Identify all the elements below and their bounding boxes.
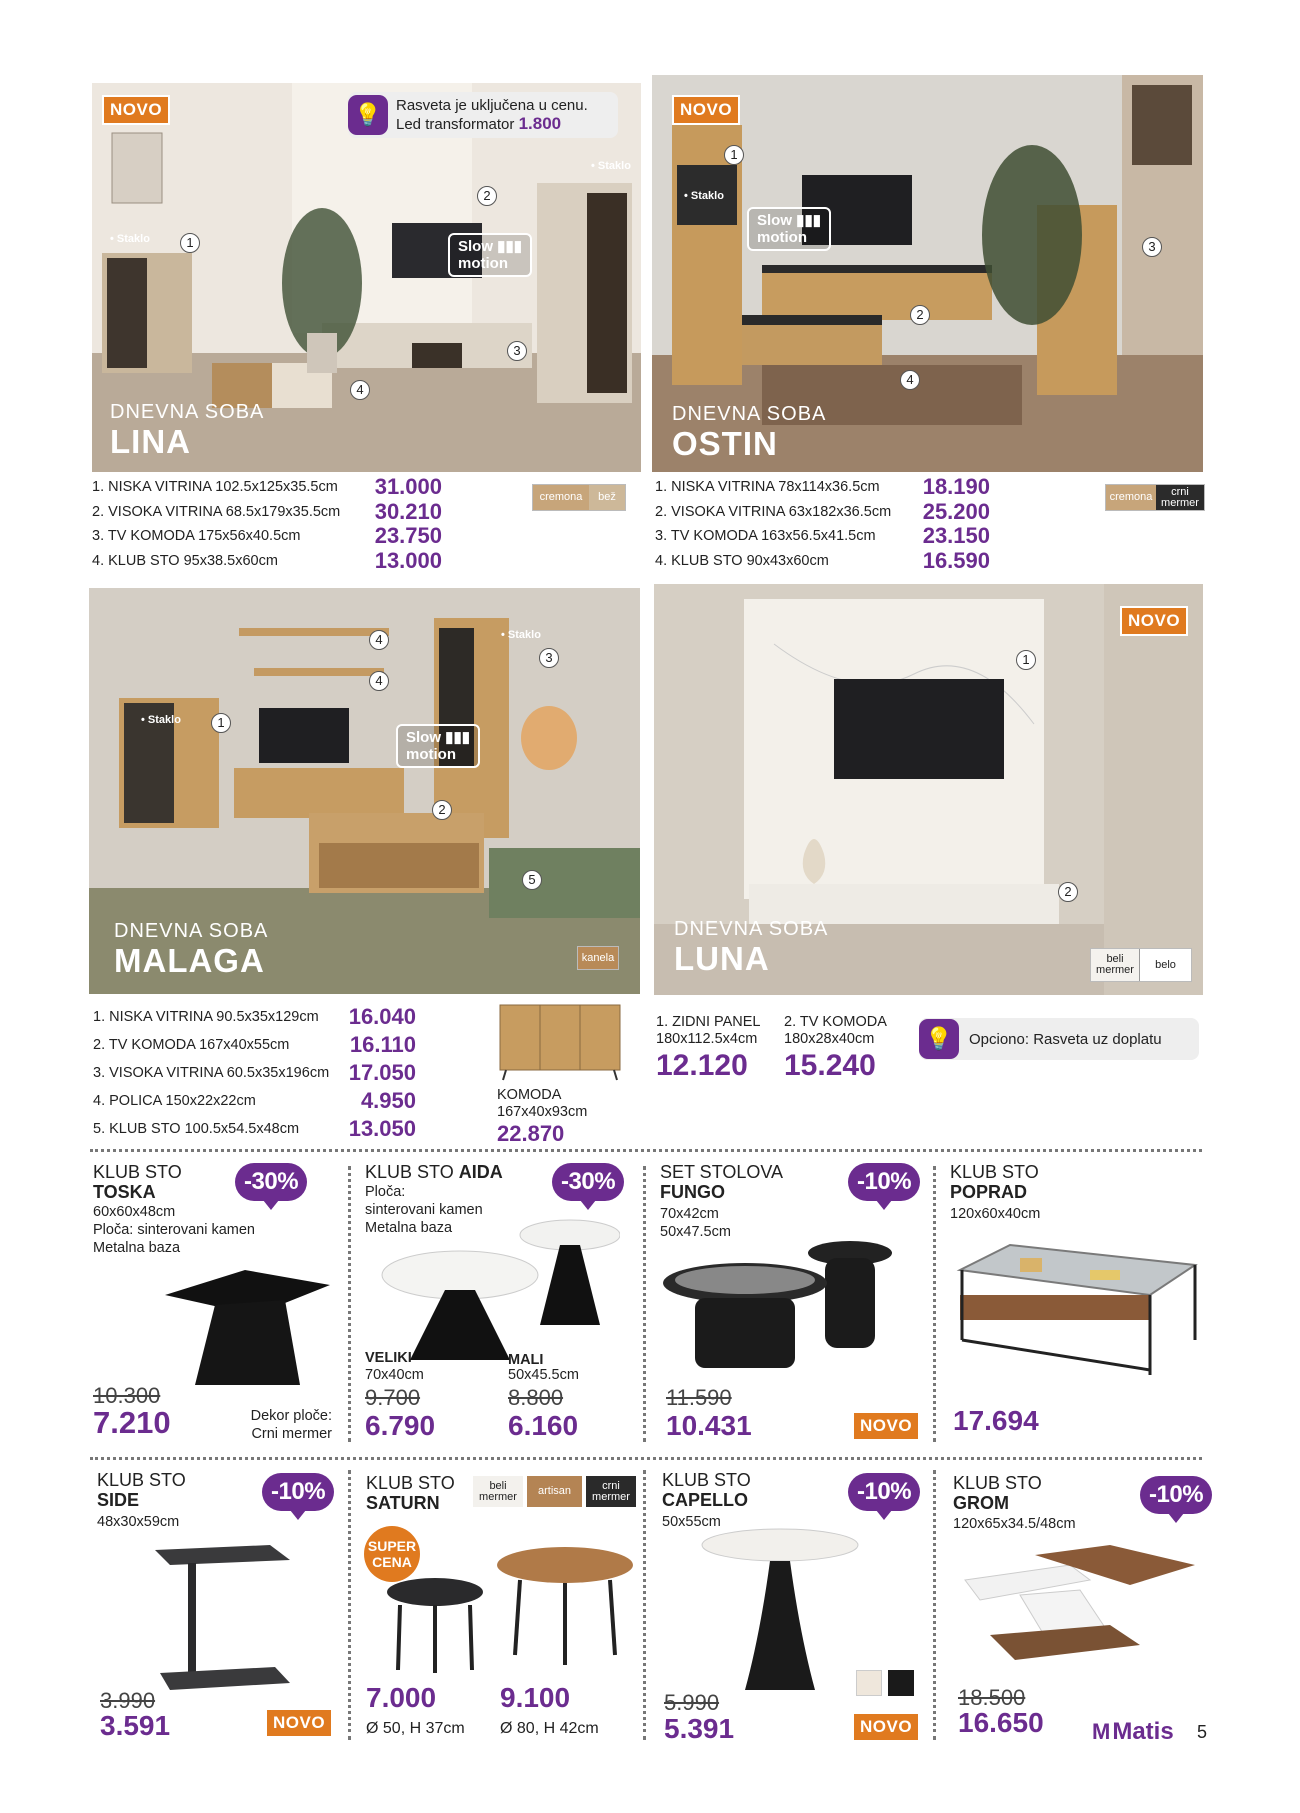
ostin-color-swatches bbox=[1105, 484, 1205, 511]
price: 9.100 bbox=[500, 1682, 571, 1713]
swatch-crni-mermer: crni mermer bbox=[1156, 485, 1204, 510]
swatch-beli-mermer: beli mermer bbox=[1091, 949, 1139, 981]
spec-name: 3. VISOKA VITRINA 60.5x35x196cm bbox=[93, 1065, 330, 1081]
divider bbox=[933, 1470, 936, 1740]
staklo-label: • Staklo bbox=[591, 160, 631, 172]
divider bbox=[90, 1457, 1202, 1460]
lina-color-swatches bbox=[532, 484, 626, 511]
spec-price: 17.050 bbox=[348, 1060, 416, 1085]
swatch-cremona: cremona bbox=[1106, 485, 1156, 510]
luna-item2-dims: 180x28x40cm bbox=[784, 1031, 875, 1047]
novo-badge: NOVO bbox=[852, 1411, 920, 1441]
product-dims: 70x42cm bbox=[660, 1206, 719, 1222]
discount-badge: -10% bbox=[1140, 1476, 1212, 1514]
swatch-bez: bež bbox=[589, 485, 625, 510]
room-title: OSTIN bbox=[672, 425, 778, 462]
spec-name: 1. NISKA VITRINA 102.5x125x35.5cm bbox=[92, 479, 338, 495]
novo-badge: NOVO bbox=[102, 95, 170, 125]
discount-badge: -10% bbox=[262, 1473, 334, 1511]
size-label: VELIKI bbox=[365, 1350, 412, 1366]
grom-table-image bbox=[960, 1540, 1200, 1670]
spec-price: 18.190 bbox=[922, 474, 990, 499]
old-price: 18.500 bbox=[958, 1685, 1026, 1710]
swatch-kanela: kanela bbox=[577, 946, 619, 970]
lightbulb-icon: 💡 bbox=[919, 1019, 959, 1059]
slow-motion-badge: Slow ▮▮▮ motion bbox=[396, 724, 480, 768]
product-desc: Metalna baza bbox=[365, 1220, 453, 1236]
product-title: KLUB STO CAPELLO bbox=[662, 1470, 751, 1510]
spec-name: 3. TV KOMODA 175x56x40.5cm bbox=[92, 528, 301, 544]
product-title: KLUB STO AIDA bbox=[365, 1162, 503, 1182]
old-price: 10.300 bbox=[93, 1383, 161, 1408]
luna-item1-price: 12.120 bbox=[656, 1049, 748, 1082]
room-subtitle: DNEVNA SOBA bbox=[114, 920, 269, 942]
item-marker: 4 bbox=[900, 370, 920, 390]
room-title: MALAGA bbox=[114, 942, 265, 979]
staklo-label: • Staklo bbox=[110, 233, 150, 245]
item-marker: 3 bbox=[507, 341, 527, 361]
toska-table-image bbox=[155, 1260, 335, 1390]
size-dims: 70x40cm bbox=[365, 1367, 424, 1383]
malaga-photo bbox=[89, 588, 640, 994]
new-price: 10.431 bbox=[666, 1410, 752, 1441]
old-price: 9.700 bbox=[365, 1385, 421, 1410]
product-title: KLUB STO SIDE bbox=[97, 1470, 186, 1510]
item-marker: 2 bbox=[477, 186, 497, 206]
luna-item1-name: 1. ZIDNI PANEL bbox=[656, 1014, 761, 1030]
novo-badge: NOVO bbox=[852, 1712, 920, 1742]
ostin-spec-list bbox=[655, 475, 990, 573]
product-dims: 120x65x34.5/48cm bbox=[953, 1516, 1076, 1532]
komoda-label: KOMODA bbox=[497, 1087, 562, 1103]
staklo-label: • Staklo bbox=[684, 190, 724, 202]
side-table-image bbox=[150, 1535, 295, 1695]
luna-item2-name: 2. TV KOMODA bbox=[784, 1014, 887, 1030]
komoda-image bbox=[498, 1000, 623, 1082]
product-title: SET STOLOVA FUNGO bbox=[660, 1162, 784, 1202]
luna-item2-price: 15.240 bbox=[784, 1049, 876, 1082]
item-marker: 2 bbox=[432, 800, 452, 820]
lighting-note: Rasveta je uključena u cenu. bbox=[396, 96, 588, 114]
spec-price: 31.000 bbox=[374, 474, 442, 499]
product-title: KLUB STO GROM bbox=[953, 1473, 1042, 1513]
spec-price: 30.210 bbox=[374, 498, 442, 524]
swatch-artisan: artisan bbox=[527, 1476, 582, 1507]
spec-price: 16.590 bbox=[922, 547, 990, 573]
product-desc: sinterovani kamen bbox=[365, 1202, 483, 1218]
new-price: 16.650 bbox=[958, 1707, 1044, 1738]
spec-name: 4. POLICA 150x22x22cm bbox=[93, 1093, 256, 1109]
transformer-label: Led transformator bbox=[396, 115, 515, 133]
product-title: KLUB STO POPRAD bbox=[950, 1162, 1039, 1202]
product-dims: 48x30x59cm bbox=[97, 1514, 180, 1530]
spec-name: 2. VISOKA VITRINA 63x182x36.5cm bbox=[655, 503, 892, 520]
ostin-photo bbox=[652, 75, 1203, 472]
product-dims: 50x55cm bbox=[662, 1514, 721, 1530]
lina-photo bbox=[92, 83, 641, 472]
capello-table-image bbox=[690, 1525, 870, 1695]
fungo-tables-image bbox=[660, 1228, 895, 1373]
item-marker: 4 bbox=[350, 380, 370, 400]
super-cena-badge: SUPER CENA bbox=[364, 1526, 420, 1582]
old-price: 8.800 bbox=[508, 1385, 564, 1410]
poprad-table-image bbox=[950, 1240, 1200, 1380]
new-price: 6.790 bbox=[365, 1410, 436, 1441]
aida-tables-image bbox=[380, 1215, 620, 1365]
old-price: 11.590 bbox=[666, 1385, 732, 1410]
slow-motion-badge: Slow ▮▮▮ motion bbox=[448, 233, 532, 277]
spec-name: 4. KLUB STO 90x43x60cm bbox=[655, 552, 829, 569]
item-marker: 2 bbox=[910, 305, 930, 325]
spec-name: 4. KLUB STO 95x38.5x60cm bbox=[92, 552, 278, 569]
product-dims: 60x60x48cm bbox=[93, 1204, 176, 1220]
optional-lighting-text: Opciono: Rasveta uz doplatu bbox=[969, 1030, 1162, 1048]
product-title: KLUB STO TOSKA bbox=[93, 1162, 182, 1202]
novo-badge: NOVO bbox=[1120, 606, 1188, 636]
dekor-label: Dekor ploče: bbox=[250, 1408, 332, 1424]
dekor-value: Crni mermer bbox=[251, 1426, 332, 1442]
staklo-label: • Staklo bbox=[501, 629, 541, 641]
divider bbox=[643, 1470, 646, 1740]
item-marker: 1 bbox=[211, 713, 231, 733]
spec-name: 1. NISKA VITRINA 90.5x35x129cm bbox=[93, 1009, 319, 1025]
spec-price: 16.110 bbox=[349, 1032, 416, 1057]
color-option-black bbox=[888, 1670, 914, 1696]
spec-name: 3. TV KOMODA 163x56.5x41.5cm bbox=[655, 528, 876, 544]
spec-name: 1. NISKA VITRINA 78x114x36.5cm bbox=[655, 479, 880, 495]
divider bbox=[643, 1166, 646, 1442]
new-price: 3.591 bbox=[100, 1710, 171, 1741]
komoda-dims: 167x40x93cm bbox=[497, 1104, 588, 1120]
item-marker: 1 bbox=[180, 233, 200, 253]
product-dims: 50x47.5cm bbox=[660, 1224, 731, 1240]
discount-badge: -30% bbox=[235, 1163, 307, 1201]
new-price: 7.210 bbox=[93, 1405, 171, 1440]
spec-price: 25.200 bbox=[922, 498, 990, 524]
page-number: 5 bbox=[1197, 1722, 1208, 1742]
item-marker: 1 bbox=[1016, 650, 1036, 670]
discount-badge: -10% bbox=[848, 1473, 920, 1511]
spec-name: 2. TV KOMODA 167x40x55cm bbox=[93, 1037, 290, 1053]
spec-price: 13.000 bbox=[374, 547, 442, 573]
room-subtitle: DNEVNA SOBA bbox=[110, 401, 265, 423]
item-marker: 2 bbox=[1058, 882, 1078, 902]
transformer-price: 1.800 bbox=[518, 113, 562, 133]
swatch-cremona: cremona bbox=[533, 485, 589, 510]
old-price: 3.990 bbox=[100, 1688, 156, 1713]
lina-spec-list bbox=[92, 475, 442, 573]
new-price: 6.160 bbox=[508, 1410, 579, 1441]
malaga-spec-list bbox=[93, 1003, 416, 1143]
spec-price: 16.040 bbox=[348, 1004, 416, 1029]
swatch-belo: belo bbox=[1139, 949, 1191, 981]
new-price: 5.391 bbox=[664, 1713, 735, 1744]
spec-name: 5. KLUB STO 100.5x54.5x48cm bbox=[93, 1121, 300, 1137]
item-marker: 3 bbox=[539, 648, 559, 668]
staklo-label: • Staklo bbox=[141, 714, 181, 726]
room-title: LINA bbox=[110, 423, 191, 460]
spec-price: 23.150 bbox=[922, 523, 990, 548]
product-desc: Metalna baza bbox=[93, 1240, 181, 1256]
luna-item1-dims: 180x112.5x4cm bbox=[656, 1031, 758, 1047]
novo-badge: NOVO bbox=[672, 95, 740, 125]
komoda-price: 22.870 bbox=[497, 1121, 565, 1146]
brand-logo: M Matis bbox=[1092, 1718, 1174, 1745]
matis-logo-icon: M bbox=[1092, 1719, 1111, 1744]
swatch-beli-mermer: beli mermer bbox=[473, 1476, 523, 1507]
spec-price: 4.950 bbox=[360, 1088, 416, 1113]
room-title: LUNA bbox=[674, 940, 770, 977]
item-marker: 5 bbox=[522, 870, 542, 890]
item-marker: 4 bbox=[369, 630, 389, 650]
product-title: KLUB STO SATURN bbox=[366, 1473, 455, 1513]
item-marker: 3 bbox=[1142, 237, 1162, 257]
lightbulb-icon: 💡 bbox=[348, 95, 388, 135]
novo-badge: NOVO bbox=[265, 1708, 333, 1738]
divider bbox=[933, 1166, 936, 1442]
size-dims: 50x45.5cm bbox=[508, 1367, 579, 1383]
spec-price: 13.050 bbox=[348, 1116, 416, 1141]
size-dims: Ø 50, H 37cm bbox=[366, 1720, 465, 1737]
price: 7.000 bbox=[366, 1682, 437, 1713]
luna-photo bbox=[654, 584, 1203, 995]
swatch-crni-mermer: crni mermer bbox=[586, 1476, 636, 1507]
room-subtitle: DNEVNA SOBA bbox=[672, 403, 827, 425]
optional-lighting-info bbox=[919, 1018, 1199, 1060]
new-price: 17.694 bbox=[953, 1405, 1039, 1436]
item-marker: 4 bbox=[369, 671, 389, 691]
size-dims: Ø 80, H 42cm bbox=[500, 1720, 599, 1737]
item-marker: 1 bbox=[724, 145, 744, 165]
divider bbox=[348, 1470, 351, 1740]
room-subtitle: DNEVNA SOBA bbox=[674, 918, 829, 940]
product-desc: Ploča: bbox=[365, 1184, 406, 1200]
size-label: MALI bbox=[508, 1352, 544, 1368]
divider bbox=[348, 1166, 351, 1442]
spec-name: 2. VISOKA VITRINA 68.5x179x35.5cm bbox=[92, 503, 341, 520]
saturn-color-swatches bbox=[473, 1476, 636, 1507]
color-option-white bbox=[856, 1670, 882, 1696]
saturn-tables-image bbox=[380, 1545, 635, 1675]
product-dims: 120x60x40cm bbox=[950, 1206, 1041, 1222]
lighting-info bbox=[348, 92, 618, 138]
discount-badge: -10% bbox=[848, 1163, 920, 1201]
product-desc: Ploča: sinterovani kamen bbox=[93, 1222, 255, 1238]
old-price: 5.990 bbox=[664, 1690, 720, 1715]
spec-price: 23.750 bbox=[374, 523, 442, 548]
discount-badge: -30% bbox=[552, 1163, 624, 1201]
luna-color-swatches bbox=[1090, 948, 1192, 982]
slow-motion-badge: Slow ▮▮▮ motion bbox=[747, 207, 831, 251]
divider bbox=[90, 1149, 1202, 1152]
